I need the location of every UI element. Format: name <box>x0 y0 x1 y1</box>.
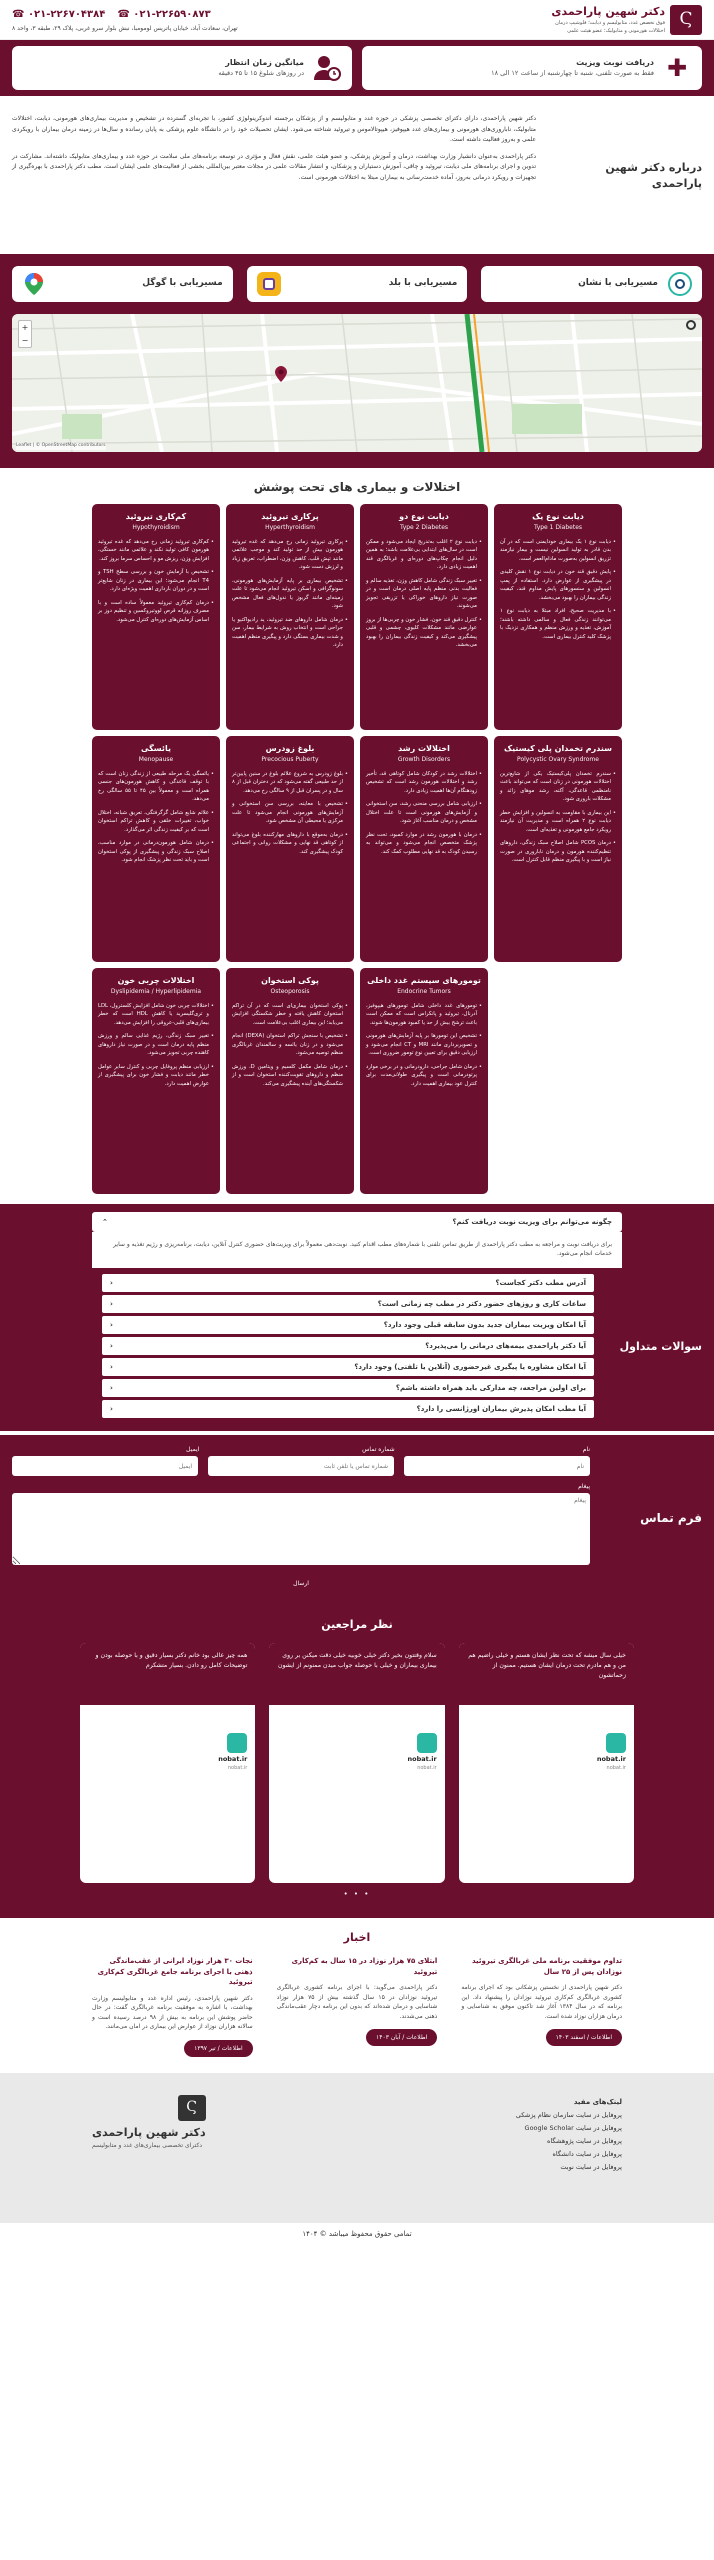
about-body <box>12 114 536 238</box>
footer-logo-icon: Ϛ <box>178 2095 206 2121</box>
faq-question-text: برای اولین مراجعه، چه مدارکی باید همراه داشته باشم؟ <box>395 1383 586 1392</box>
condition-bullet: • درمان به‌موقع با داروهای مهارکننده بلوغ می‌تواند از کوتاهی قد نهایی و مشکلات روانی و اجتماعی کودک پیشگیری کند. <box>232 831 348 856</box>
condition-bullet: • دیابت نوع ۲ اغلب به‌تدریج ایجاد می‌شود و ممکن است در سال‌های ابتدایی بی‌علامت باشد؛ به همین دلیل انجام چکاپ‌های دوره‌ای و غربالگری قند اهمیت زیادی دارد. <box>366 538 482 572</box>
condition-bullet: • سندرم تخمدان پلی‌کیستیک یکی از شایع‌ترین اختلالات هورمونی در زنان است که می‌تواند باعث نامنظمی قاعدگی، آکنه، رشد موهای زائد و مشکلات باروری شود. <box>500 770 616 804</box>
news-headline[interactable]: تداوم موفقیت برنامه ملی غربالگری تیروئید نوزادان پس از ۲۵ سال <box>471 1957 622 1976</box>
reviewer-avatar-icon <box>227 1733 247 1753</box>
condition-bullet: • تومورهای غدد داخلی شامل تومورهای هیپوفیز، آدرنال، تیروئید و پانکراس است که ممکن است باعث ترشح بیش از حد یا کمبود هورمون‌ها شوند. <box>366 1002 482 1027</box>
fullscreen-icon[interactable] <box>686 320 696 330</box>
map-attribution: Leaflet | © OpenStreetMap contributors <box>16 443 106 449</box>
conditions-section <box>0 468 714 1204</box>
review-source: nobat.ir <box>417 1764 437 1771</box>
footer-brand-subtitle: دکترای تخصصی بیماری‌های غدد و متابولیسم <box>92 2142 203 2150</box>
phone-link-2[interactable] <box>117 7 210 22</box>
condition-bullet: • کنترل دقیق قند خون، فشار خون و چربی‌ها از بروز عوارضی مانند مشکلات کلیوی، چشمی و قلبی پیشگیری می‌کند و کیفیت زندگی بیماران را بهبود می‌بخشد. <box>366 616 482 650</box>
about-paragraph: دکتر شهین پاراحمدی، دارای دکترای تخصصی پزشکی در حوزه غدد و متابولیسم و از پزشکان برجسته اندوکرینولوژی کشور، با تجربه‌ای گسترده در تشخیص و مدیریت بیماری‌های هورمونی، دیابت، اختلالات متابولیک، ناباروری‌های هورمونی و بیماری‌های غدد هیپوفیز، هیپوتالاموس و تیروئید شناخته می‌شود. ایشان تحصیلات خود را در دانشگاه علوم پزشکی به پایان رسانده و سال‌ها در زمینه درمان بیماران با رویکردی علمی و به‌روز فعالیت داشته است. <box>12 115 536 143</box>
condition-bullet: • تشخیص با سنجش تراکم استخوان (DEXA) انجام می‌شود و در زنان یائسه و سالمندان غربالگری منظم توصیه می‌شود. <box>232 1032 348 1057</box>
address-text: تهران، سعادت آباد، خیابان پاتریس لومومبا، نبش بلوار سرو غربی، پلاک ۲۹، طبقه ۳، واحد ۸ <box>12 24 238 32</box>
review-text: خیلی سال میشه که تحت نظر ایشان هستم و خیلی راضیم هم من و هم مادرم تحت درمان ایشان هستیم. ممنون از زحماتشون <box>459 1643 634 1705</box>
condition-body <box>366 538 482 650</box>
phone-icon: ☎ <box>117 8 134 20</box>
condition-title: بلوغ زودرس <box>265 744 315 753</box>
phone-number-1: ۰۲۱-۲۲۶۵۹۰۸۷۳ <box>133 8 211 20</box>
condition-bullet: • این بیماری با مقاومت به انسولین و افزایش خطر دیابت نوع ۲ همراه است و مدیریت آن نیازمند رویکرد جامع هورمونی و تغذیه‌ای است. <box>500 809 616 834</box>
reviewer-name: nobat.ir <box>407 1755 437 1763</box>
condition-bullet: • علائم شایع شامل گرگرفتگی، تعریق شبانه، اختلال خواب، تغییرات خلقی و کاهش تراکم استخوان است که بر کیفیت زندگی اثر می‌گذارد. <box>98 809 214 834</box>
news-item <box>277 1956 438 2057</box>
condition-card <box>360 504 488 730</box>
useful-links-title: لینک‌های مفید <box>573 2097 622 2106</box>
google-maps-icon <box>22 272 46 296</box>
appointment-title: دریافت نوبت ویزیت <box>576 58 654 68</box>
about-section <box>0 96 714 254</box>
phone-label: شماره تماس <box>362 1446 395 1453</box>
wait-time-title: میانگین زمان انتظار <box>225 58 304 68</box>
reviews-section <box>0 1603 714 1918</box>
footer-brand-name: دکتر شهین پاراحمدی <box>92 2125 206 2139</box>
map-pin-icon[interactable] <box>275 366 287 386</box>
condition-english-name: Polycystic Ovary Syndrome <box>517 756 599 763</box>
chevron-left-icon: ‹ <box>110 1341 113 1350</box>
news-source-button[interactable]: اطلاعات / تیر ۱۳۹۷ <box>184 2040 253 2057</box>
conditions-grid <box>0 504 714 1194</box>
medical-cross-icon: ✚ <box>666 54 688 82</box>
news-item <box>92 1956 253 2057</box>
footer-link[interactable]: پروفایل در سایت دانشگاه <box>552 2149 622 2158</box>
condition-body <box>98 538 214 624</box>
condition-bullet: • تغییر سبک زندگی شامل کاهش وزن، تغذیه سالم و فعالیت بدنی منظم پایه اصلی درمان است و در صورت نیاز داروهای خوراکی یا تزریقی تجویز می‌شوند. <box>366 577 482 611</box>
condition-card <box>494 736 622 962</box>
wait-time-text: در روزهای شلوغ ۱۵ تا ۴۵ دقیقه <box>218 69 304 78</box>
name-field[interactable] <box>404 1456 590 1476</box>
nav-button-label: مسیریابی با بلد <box>388 278 458 289</box>
condition-card <box>360 968 488 1194</box>
nav-button-label: مسیریابی با نشان <box>578 278 658 289</box>
faq-question-text: آیا دکتر پاراحمدی بیمه‌های درمانی را می‌پذیرد؟ <box>425 1341 586 1350</box>
condition-card <box>226 504 354 730</box>
condition-bullet: • اختلالات چربی خون شامل افزایش کلسترول، LDL و تری‌گلیسرید یا کاهش HDL است که خطر بیماری‌های قلبی-عروقی را افزایش می‌دهد. <box>98 1002 214 1027</box>
review-card <box>459 1643 634 1883</box>
faq-item[interactable] <box>102 1358 594 1376</box>
news-source-button[interactable]: اطلاعات / آبان ۱۴۰۳ <box>366 2029 437 2046</box>
footer-brand <box>92 2095 206 2201</box>
condition-bullet: • پایش دقیق قند خون در دیابت نوع ۱ نقش کلیدی در پیشگیری از عوارض دارد. استفاده از پمپ انسولین و سنسورهای پایش مداوم قند، کیفیت زندگی بیماران را بهبود می‌بخشد. <box>500 568 616 602</box>
condition-bullet: • درمان شامل داروهای ضد تیروئید، ید رادیواکتیو یا جراحی است و انتخاب روش به شرایط بیمار، سن و شدت بیماری بستگی دارد و پیگیری منظم اهمیت دارد. <box>232 616 348 650</box>
news-summary: دکتر شهین پاراحمدی، رئیس اداره غدد و متابولیسم وزارت بهداشت، با اشاره به موفقیت برنامه غربالگری گفت: در حال حاضر پوشش این برنامه به بیش از ۹۸ درصد رسیده است و سالانه هزاران نوزاد از عوارض این بیماری در امان می‌مانند. <box>91 1994 253 2031</box>
condition-bullet: • دیابت نوع ۱ یک بیماری خودایمنی است که در آن بدن قادر به تولید انسولین نیست و بیمار نیازمند تزریق انسولین به‌صورت مادام‌العمر است. <box>500 538 616 563</box>
condition-bullet: • پوکی استخوان بیماری‌ای است که در آن تراکم استخوان کاهش یافته و خطر شکستگی افزایش می‌یابد؛ این بیماری اغلب بی‌علامت است. <box>232 1002 348 1027</box>
conditions-title: اختلالات و بیماری های تحت پوشش <box>253 480 461 494</box>
condition-body <box>98 1002 214 1088</box>
chevron-left-icon: ‹ <box>110 1278 113 1287</box>
carousel-dots[interactable]: • • • <box>343 1890 371 1898</box>
condition-bullet: • با مدیریت صحیح، افراد مبتلا به دیابت نوع ۱ می‌توانند زندگی فعال و سالمی داشته باشند؛ آموزش، تغذیه و ورزش منظم و همکاری نزدیک با پزشک کلید کنترل بیماری است. <box>500 607 616 641</box>
condition-body <box>98 770 214 865</box>
faq-question-text: آیا امکان مشاوره یا پیگیری غیرحضوری (آنلاین یا تلفنی) وجود دارد؟ <box>354 1362 586 1371</box>
location-section <box>0 254 714 468</box>
news-source-button[interactable]: اطلاعات / اسفند ۱۴۰۳ <box>546 2029 622 2046</box>
news-grid <box>0 1956 714 2073</box>
condition-title: پرکاری تیروئید <box>261 512 319 521</box>
faq-question-text: آیا مطب امکان پذیرش بیماران اورژانسی را دارد؟ <box>416 1404 586 1413</box>
condition-title: تومورهای سیستم غدد داخلی <box>367 976 481 985</box>
faq-item[interactable] <box>102 1274 594 1292</box>
faq-item[interactable] <box>102 1316 594 1334</box>
name-label: نام <box>582 1446 590 1453</box>
site-footer <box>0 2073 714 2223</box>
condition-card <box>360 736 488 962</box>
news-summary: دکتر پاراحمدی می‌گوید: با اجرای برنامه کشوری غربالگری تیروئید نوزادان در ۱۵ سال گذشته بیش از ۷۵ هزار نوزاد شناسایی و درمان شده‌اند که بدون این برنامه دچار عقب‌ماندگی ذهنی می‌شدند. <box>276 1984 438 2020</box>
phone-field[interactable] <box>208 1456 394 1476</box>
condition-card <box>226 968 354 1194</box>
condition-english-name: Type 1 Diabetes <box>533 524 583 531</box>
info-band <box>0 40 714 96</box>
condition-english-name: Hyperthyroidism <box>265 524 315 531</box>
faq-question-text: آدرس مطب دکتر کجاست؟ <box>495 1278 586 1287</box>
faq-item[interactable] <box>102 1379 594 1397</box>
chevron-left-icon: ‹ <box>110 1383 113 1392</box>
review-source: nobat.ir <box>606 1764 626 1771</box>
condition-title: دیابت نوع دو <box>399 512 449 521</box>
email-field[interactable] <box>12 1456 198 1476</box>
condition-bullet: • درمان کم‌کاری تیروئید معمولاً ساده است و با مصرف روزانه قرص لووتیروکسین و تنظیم دوز بر اساس آزمایش‌های دوره‌ای کنترل می‌شود. <box>98 599 214 624</box>
condition-card <box>92 736 220 962</box>
news-title: اخبار <box>343 1930 371 1944</box>
condition-bullet: • یائسگی یک مرحله طبیعی از زندگی زنان است که با توقف قاعدگی و کاهش هورمون‌های جنسی همراه است و معمولاً بین ۴۵ تا ۵۵ سالگی رخ می‌دهد. <box>98 770 214 804</box>
footer-link[interactable]: پروفایل در سایت نوبت <box>560 2162 622 2171</box>
news-item <box>461 1956 622 2057</box>
news-headline[interactable]: ابتلای ۷۵ هزار نوزاد در ۱۵ سال به کم‌کاری تیروئید <box>291 1957 438 1976</box>
faq-item[interactable] <box>102 1400 594 1418</box>
faq-item[interactable] <box>102 1337 594 1355</box>
message-field[interactable] <box>12 1493 590 1565</box>
reviews-grid <box>80 1643 634 1883</box>
condition-english-name: Type 2 Diabetes <box>399 524 449 531</box>
faq-list <box>102 1274 594 1421</box>
chevron-left-icon: ‹ <box>110 1362 113 1371</box>
condition-bullet: • تغییر سبک زندگی، رژیم غذایی سالم و ورزش منظم پایه درمان است و در صورت نیاز داروهای کاهنده چربی تجویز می‌شود. <box>98 1032 214 1057</box>
chevron-left-icon: ‹ <box>110 1299 113 1308</box>
chevron-left-icon: ‹ <box>110 1404 113 1413</box>
footer-link[interactable]: پروفایل در سایت سازمان نظام پزشکی <box>515 2110 622 2119</box>
header-contact <box>12 7 238 33</box>
user-clock-icon <box>312 53 342 83</box>
balad-icon <box>257 272 281 296</box>
faq-question-text: آیا امکان ویزیت بیماران جدید بدون سابقه قبلی وجود دارد؟ <box>383 1320 586 1329</box>
condition-bullet: • درمان با هورمون رشد در موارد کمبود، تحت نظر پزشک متخصص انجام می‌شود و می‌تواند به رسیدن کودک به قد نهایی مطلوب کمک کند. <box>366 831 482 856</box>
condition-title: اختلالات چربی خون <box>117 976 195 985</box>
condition-bullet: • پرکاری تیروئید زمانی رخ می‌دهد که غده تیروئید هورمون بیش از حد تولید کند و موجب علائمی مانند تپش قلب، کاهش وزن، اضطراب، تعریق زیاد و لرزش دست شود. <box>232 538 348 572</box>
condition-body <box>232 770 348 856</box>
condition-body <box>366 1002 482 1088</box>
condition-title: دیابت نوع یک <box>532 512 584 521</box>
condition-english-name: Osteoporosis <box>270 988 310 995</box>
phone-number-2: ۰۲۱-۲۲۶۷۰۴۳۸۴ <box>27 8 106 20</box>
navigation-buttons <box>12 266 702 302</box>
condition-bullet: • درمان شامل هورمون‌درمانی در موارد مناسب، اصلاح سبک زندگی و پیشگیری از پوکی استخوان است و باید تحت نظر پزشک انجام شود. <box>98 839 214 864</box>
condition-english-name: Growth Disorders <box>397 756 451 763</box>
condition-english-name: Menopause <box>138 756 174 763</box>
condition-card <box>494 504 622 730</box>
faq-section <box>0 1204 714 1431</box>
condition-bullet: • تشخیص با آزمایش خون و بررسی سطح TSH و T4 انجام می‌شود؛ این بیماری در زنان شایع‌تر است و در دوران بارداری اهمیت ویژه‌ای دارد. <box>98 568 214 593</box>
review-text: سلام وقتتون بخیر دکتر خیلی خوبیه خیلی دقت میکنن بر روی بیماری بیماران و خیلی با حوصله جواب میدن ممنونم از ایشون <box>269 1643 444 1705</box>
review-card <box>80 1643 255 1883</box>
condition-body <box>500 538 616 641</box>
faq-question-text: ساعات کاری و روزهای حضور دکتر در مطب چه زمانی است؟ <box>377 1299 586 1308</box>
condition-english-name: Dyslipidemia / Hyperlipidemia <box>110 988 202 995</box>
condition-title: اختلالات رشد <box>398 744 450 753</box>
faq-open-question[interactable] <box>92 1212 622 1232</box>
brand-name: دکتر شهین پاراحمدی <box>551 4 665 18</box>
useful-links <box>516 2095 622 2201</box>
site-header <box>0 0 714 40</box>
condition-bullet: • درمان شامل جراحی، دارودرمانی و در برخی موارد پرتودرمانی است و پیگیری طولانی‌مدت برای کنترل عود بیماری اهمیت دارد. <box>366 1063 482 1088</box>
footer-link[interactable]: پروفایل در سایت پژوهشگاه <box>547 2136 622 2145</box>
chevron-up-icon: ⌃ <box>102 1217 108 1226</box>
contact-form-section <box>0 1435 714 1603</box>
logo-mark-icon: Ϛ <box>670 5 702 35</box>
reviewer-name: nobat.ir <box>596 1755 626 1763</box>
phone-icon: ☎ <box>12 8 28 20</box>
balad-nav-button[interactable] <box>247 266 468 302</box>
condition-card <box>92 504 220 730</box>
condition-title: کم‌کاری تیروئید <box>125 512 187 521</box>
phone-link-1[interactable] <box>12 7 105 22</box>
reviewer-avatar-icon <box>417 1733 437 1753</box>
chevron-left-icon: ‹ <box>110 1320 113 1329</box>
map-zoom-controls[interactable]: + − <box>18 320 32 348</box>
condition-english-name: Precocious Puberty <box>261 756 319 763</box>
condition-bullet: • اختلالات رشد در کودکان شامل کوتاهی قد، تأخیر رشد و اختلالات هورمون رشد است که تشخیص زودهنگام آن‌ها اهمیت زیادی دارد. <box>366 770 482 795</box>
faq-title: سوالات متداول <box>619 1340 702 1354</box>
neshan-icon <box>668 272 692 296</box>
condition-card <box>92 968 220 1194</box>
google-maps-nav-button[interactable] <box>12 266 233 302</box>
condition-card-empty <box>494 968 622 1194</box>
appointment-card <box>362 46 702 90</box>
faq-item[interactable] <box>102 1295 594 1313</box>
faq-question-text: چگونه می‌توانم برای ویزیت نوبت دریافت کنم؟ <box>452 1217 612 1226</box>
faq-open-answer: برای دریافت نوبت و مراجعه به مطب دکتر پاراحمدی از طریق تماس تلفنی با شماره‌های مطب اقدام کنید. نوبت‌دهی معمولاً برای ویزیت‌های حضوری کنترل آنلاین، دیابت، برنامه‌ریزی و رژیم تغذیه و سایر خدمات انجام می‌شود. <box>92 1232 622 1268</box>
brand-logo[interactable] <box>545 4 702 36</box>
condition-body <box>500 770 616 865</box>
condition-bullet: • کم‌کاری تیروئید زمانی رخ می‌دهد که غده تیروئید هورمون کافی تولید نکند و علائمی مانند خستگی، افزایش وزن، ریزش مو و احساس سرما بروز کند. <box>98 538 214 563</box>
condition-bullet: • تشخیص این تومورها بر پایه آزمایش‌های هورمونی و تصویربرداری مانند MRI و CT انجام می‌شود و ارزیابی دقیق برای تعیین نوع تومور ضروری است. <box>366 1032 482 1057</box>
review-text: همه چیز عالی بود خانم دکتر بسیار دقیق و با حوصله بودن و توضیحات کامل رو دادن. بسیار متشکرم <box>80 1643 255 1705</box>
condition-english-name: Hypothyroidism <box>132 524 180 531</box>
condition-bullet: • ارزیابی منظم پروفایل چربی و کنترل سایر عوامل خطر مانند دیابت و فشار خون برای پیشگیری از عوارض اهمیت دارد. <box>98 1063 214 1088</box>
review-card <box>269 1643 444 1883</box>
reviewer-avatar-icon <box>606 1733 626 1753</box>
news-headline[interactable]: نجات ۳۰ هزار نوزاد ایرانی از عقب‌ماندگی ذهنی با اجرای برنامه جامع غربالگری کم‌کاری تیروئید <box>97 1957 253 1986</box>
condition-bullet: • تشخیص بیماری بر پایه آزمایش‌های هورمونی، سونوگرافی و اسکن تیروئید انجام می‌شود تا علت زمینه‌ای مانند گریوز یا ندول‌های فعال مشخص شود. <box>232 577 348 611</box>
location-map[interactable] <box>12 314 702 452</box>
condition-bullet: • ارزیابی شامل بررسی منحنی رشد، سن استخوانی و آزمایش‌های هورمونی است تا علت اختلال مشخص و درمان مناسب آغاز شود. <box>366 800 482 825</box>
footer-link[interactable]: پروفایل در سایت Google Scholar <box>524 2123 622 2132</box>
brand-subtitle: فوق تخصص غدد، متابولیسم و دیابت؛ فلوشیپ درمان اختلالات هورمونی و متابولیک؛ عضو هیئت علمی <box>555 20 665 34</box>
news-section <box>0 1918 714 2073</box>
reviewer-name: nobat.ir <box>218 1755 248 1763</box>
wait-time-card <box>12 46 352 90</box>
condition-title: سندرم تخمدان پلی کیستیک <box>503 744 613 753</box>
nav-button-label: مسیریابی با گوگل <box>142 278 223 289</box>
condition-card <box>226 736 354 962</box>
condition-bullet: • بلوغ زودرس به شروع علائم بلوغ در سنین پایین‌تر از حد طبیعی گفته می‌شود که در دختران قبل از ۸ سال و در پسران قبل از ۹ سالگی رخ می‌دهد. <box>232 770 348 795</box>
condition-body <box>366 770 482 856</box>
email-label: ایمیل <box>186 1446 200 1453</box>
news-summary: دکتر شهین پاراحمدی از نخستین پزشکانی بود که اجرای برنامه کشوری غربالگری کم‌کاری تیروئید نوزادان را پیشنهاد داد. این برنامه که در سال ۱۳۸۴ آغاز شد تاکنون موفق به شناسایی و درمان هزاران نوزاد شده است. <box>461 1984 622 2020</box>
message-label: پیغام <box>578 1483 590 1490</box>
condition-bullet: • درمان PCOS شامل اصلاح سبک زندگی، داروهای تنظیم‌کننده هورمون و درمان ناباروری در صورت نیاز است و با پیگیری منظم قابل کنترل است. <box>500 839 616 864</box>
condition-english-name: Endocrine Tumors <box>397 988 451 995</box>
condition-bullet: • تشخیص با معاینه، بررسی سن استخوانی و آزمایش‌های هورمونی انجام می‌شود تا علت مرکزی یا محیطی آن مشخص شود. <box>232 800 348 825</box>
reviews-title: نظر مراجعین <box>321 1617 393 1631</box>
appointment-text: فقط به صورت تلفنی، شنبه تا چهارشنبه از ساعت ۱۲ الی ۱۸ <box>491 69 654 78</box>
condition-title: یائسگی <box>141 744 171 753</box>
condition-title: پوکی استخوان <box>261 976 319 985</box>
send-button[interactable]: ارسال <box>12 1577 590 1591</box>
about-title: درباره دکتر شهین پاراحمدی <box>605 160 702 190</box>
contact-form-title: فرم تماس <box>640 1510 702 1525</box>
condition-body <box>232 1002 348 1088</box>
copyright: تمامی حقوق محفوظ میباشد © ۱۴۰۴ <box>0 2223 714 2245</box>
condition-body <box>232 538 348 650</box>
condition-bullet: • درمان شامل مکمل کلسیم و ویتامین D، ورزش منظم و داروهای تقویت‌کننده استخوان است و از شکستگی‌های آینده پیشگیری می‌کند. <box>232 1063 348 1088</box>
neshan-nav-button[interactable] <box>481 266 702 302</box>
about-paragraph: دکتر پاراحمدی به‌عنوان دانشیار وزارت بهداشت، درمان و آموزش پزشکی، و عضو هیئت علمی، نقش فعال و مؤثری در توسعه برنامه‌های ملی سلامت در حوزه غدد و بیماری‌های متابولیک داشته‌اند. مشارکت در تدوین و اجرای برنامه‌های ملی دیابت، تیروئید و چاقی، آموزش دستیاران و پزشکان، و انتشار مقالات علمی در مجلات معتبر بین‌المللی بخشی از فعالیت‌های علمی ایشان است. مطب دکتر پاراحمدی با بهره‌گیری از تجهیزات و رویکرد درمانی به‌روز، آماده خدمت‌رسانی به بیماران مبتلا به اختلالات هورمونی است. <box>12 152 536 181</box>
review-source: nobat.ir <box>227 1764 248 1771</box>
